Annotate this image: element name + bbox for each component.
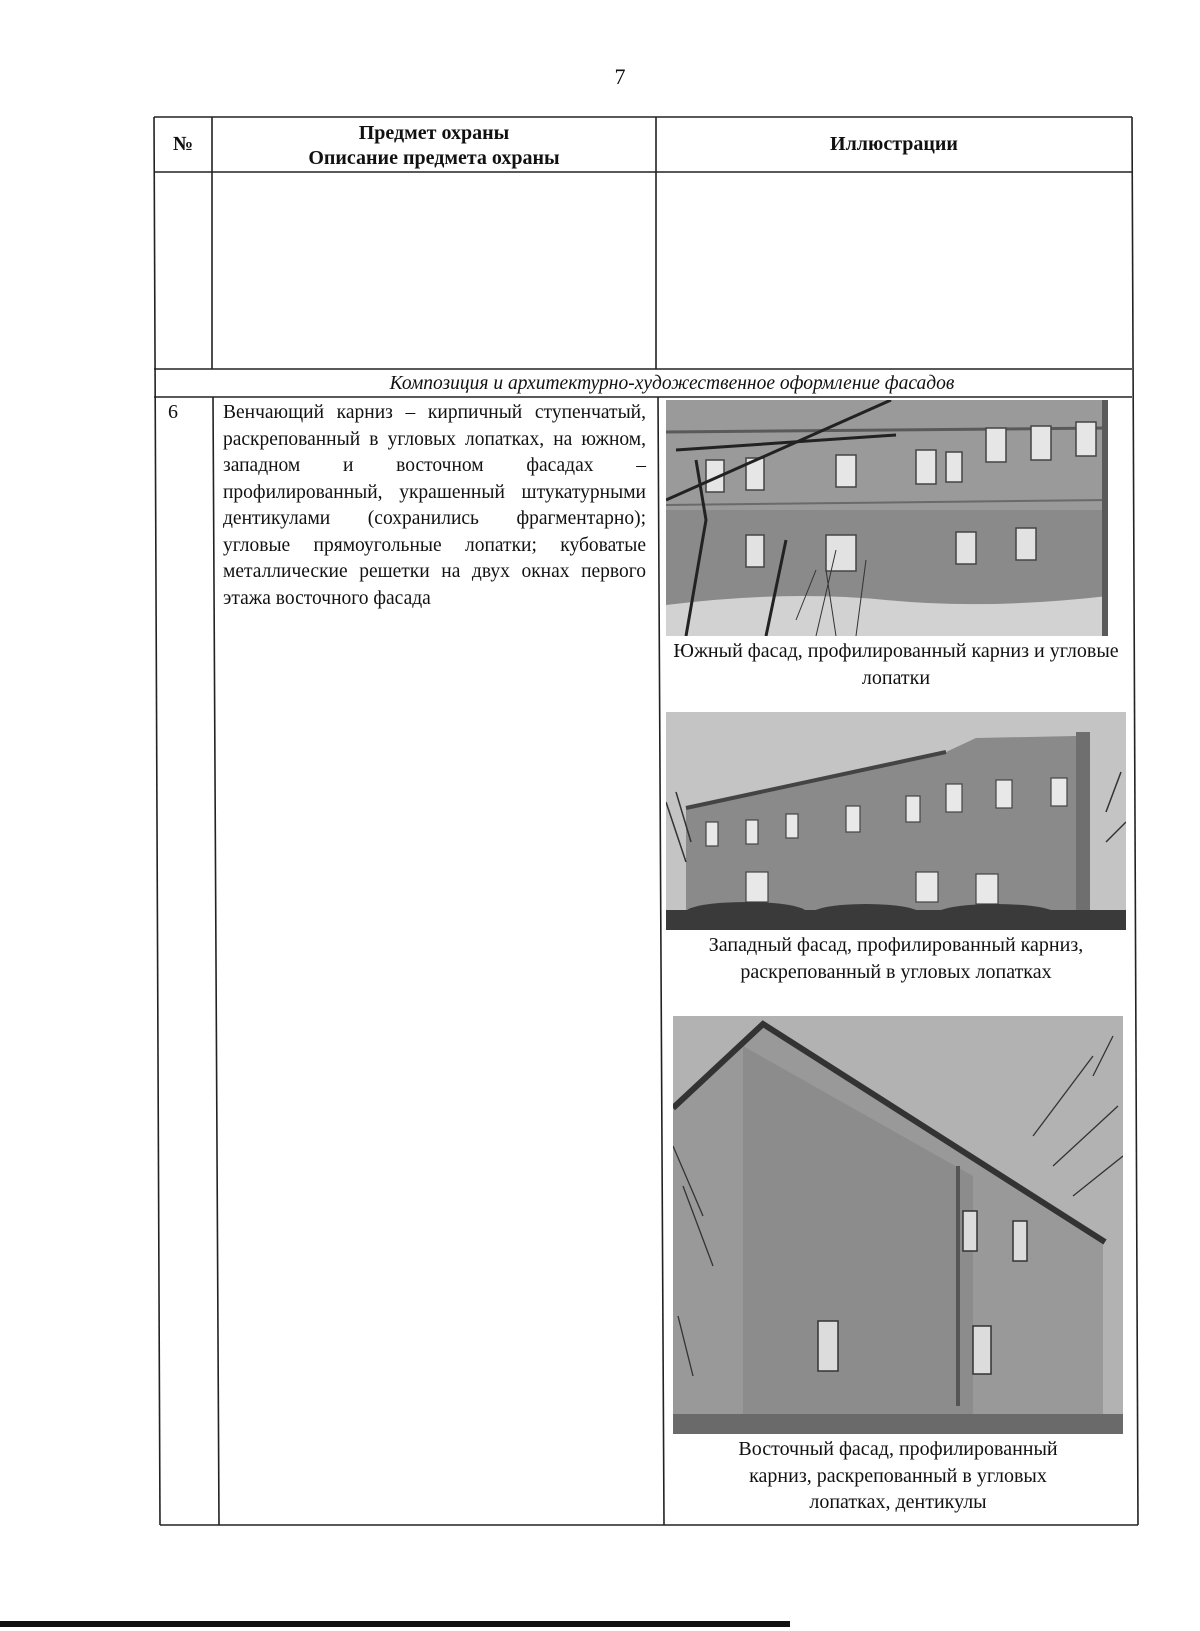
caption-west-facade: Западный фасад, профилированный карниз, раскрепованный в угловых лопатках (708, 934, 1084, 983)
header-number: № (172, 133, 194, 155)
header-subject-description: Описание предмета охраны (308, 147, 560, 169)
section-title: Композиция и архитектурно-художественное оформление фасадов (389, 373, 955, 394)
illustration-south-facade (666, 400, 1126, 691)
east-facade-photo (673, 1016, 1123, 1434)
caption-east-facade: Восточный фасад, профилированный карниз, раскрепованный в угловых лопатках, дентикулы (738, 1438, 1058, 1513)
illustration-west-facade (666, 712, 1126, 985)
header-subject-title: Предмет охраны (358, 122, 510, 144)
west-facade-photo (666, 712, 1126, 930)
row-description: Венчающий карниз – кирпичный ступенчатый, раскрепованный в угловых лопатках, на южном, западном и восточном фасадах – профилированный, украшенный штукатурными дентикулами (сохранились фрагментарно); угловые прямоугольные лопатки; кубоватые металлические решетки на двух окнах первого этажа восточного фасада (223, 402, 646, 609)
row-number: 6 (168, 401, 178, 423)
south-facade-photo (666, 400, 1108, 636)
caption-south-facade: Южный фасад, профилированный карниз и угловые лопатки (673, 640, 1119, 689)
page-number: 7 (614, 64, 626, 89)
header-illustrations: Иллюстрации (830, 133, 958, 155)
illustration-east-facade (668, 1016, 1128, 1516)
